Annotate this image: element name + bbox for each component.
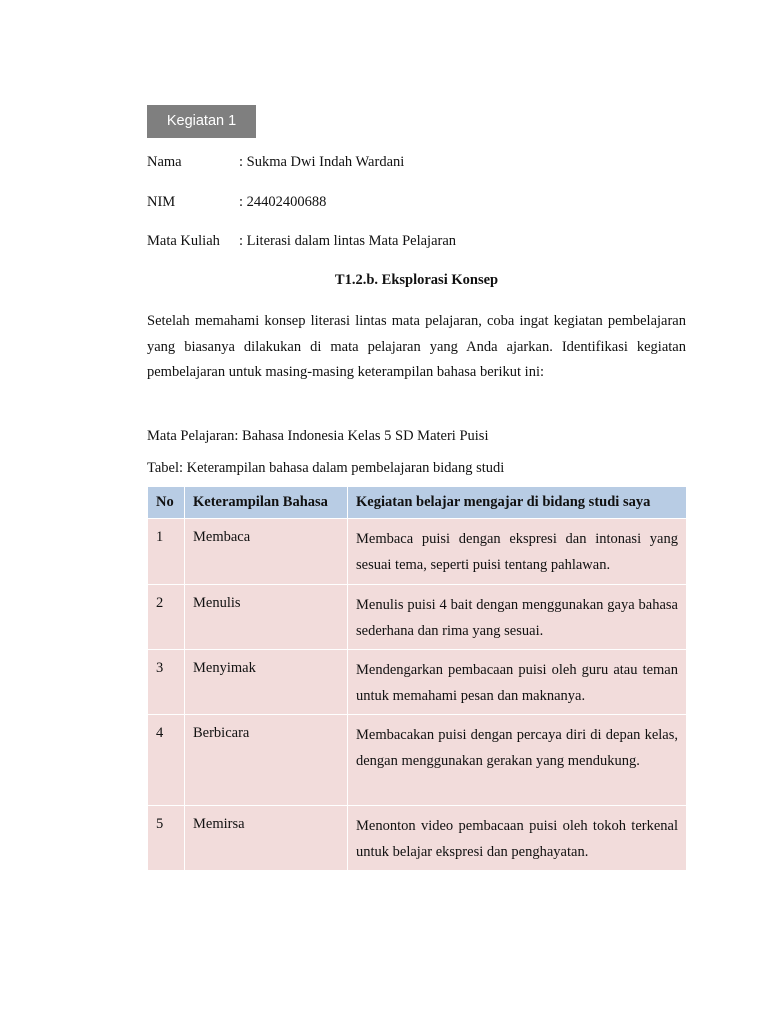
cell-activity: Menonton video pembacaan puisi oleh tokoh terkenal untuk belajar ekspresi dan penghayatan. — [348, 806, 687, 871]
info-label: NIM — [147, 194, 176, 210]
subject-line: Mata Pelajaran: Bahasa Indonesia Kelas 5 SD Materi Puisi — [147, 428, 489, 444]
table-row — [148, 715, 687, 806]
info-value: : Sukma Dwi Indah Wardani — [239, 154, 405, 170]
cell-skill: Berbicara — [185, 715, 348, 806]
info-value: : Literasi dalam lintas Mata Pelajaran — [239, 233, 457, 249]
cell-activity: Menulis puisi 4 bait dengan menggunakan gaya bahasa sederhana dan rima yang sesuai. — [348, 585, 687, 650]
table-row — [148, 806, 687, 871]
skills-table — [147, 486, 687, 871]
cell-skill: Memirsa — [185, 806, 348, 871]
table-header-row — [148, 487, 687, 519]
header-no: No — [148, 487, 185, 519]
table-caption: Tabel: Keterampilan bahasa dalam pembelajaran bidang studi — [147, 460, 505, 476]
cell-activity: Mendengarkan pembacaan puisi oleh guru atau teman untuk memahami pesan dan maknanya. — [348, 650, 687, 715]
header-activity: Kegiatan belajar mengajar di bidang studi saya — [348, 487, 687, 519]
cell-skill: Membaca — [185, 519, 348, 585]
cell-no: 3 — [148, 650, 185, 715]
cell-activity: Membacakan puisi dengan percaya diri di depan kelas, dengan menggunakan gerakan yang mendukung. — [348, 715, 687, 806]
cell-no: 2 — [148, 585, 185, 650]
info-label: Mata Kuliah — [147, 233, 220, 249]
info-label: Nama — [147, 154, 182, 170]
header-skill: Keterampilan Bahasa — [185, 487, 348, 519]
info-value: : 24402400688 — [239, 194, 327, 210]
instruction-paragraph: Setelah memahami konsep literasi lintas mata pelajaran, coba ingat kegiatan pembelajaran yang biasanya dilakukan di mata pelajaran yang Anda ajarkan. Identifikasi kegiatan pembelajaran untuk masing-masing keterampilan bahasa berikut ini: — [147, 313, 686, 380]
section-heading: T1.2.b. Eksplorasi Konsep — [334, 272, 499, 288]
cell-skill: Menulis — [185, 585, 348, 650]
cell-skill: Menyimak — [185, 650, 348, 715]
cell-no: 1 — [148, 519, 185, 585]
table-row — [148, 585, 687, 650]
cell-no: 4 — [148, 715, 185, 806]
cell-activity: Membaca puisi dengan ekspresi dan intonasi yang sesuai tema, seperti puisi tentang pahlawan. — [348, 519, 687, 585]
activity-badge: Kegiatan 1 — [147, 105, 256, 138]
cell-no: 5 — [148, 806, 185, 871]
table-row — [148, 519, 687, 585]
table-row — [148, 650, 687, 715]
